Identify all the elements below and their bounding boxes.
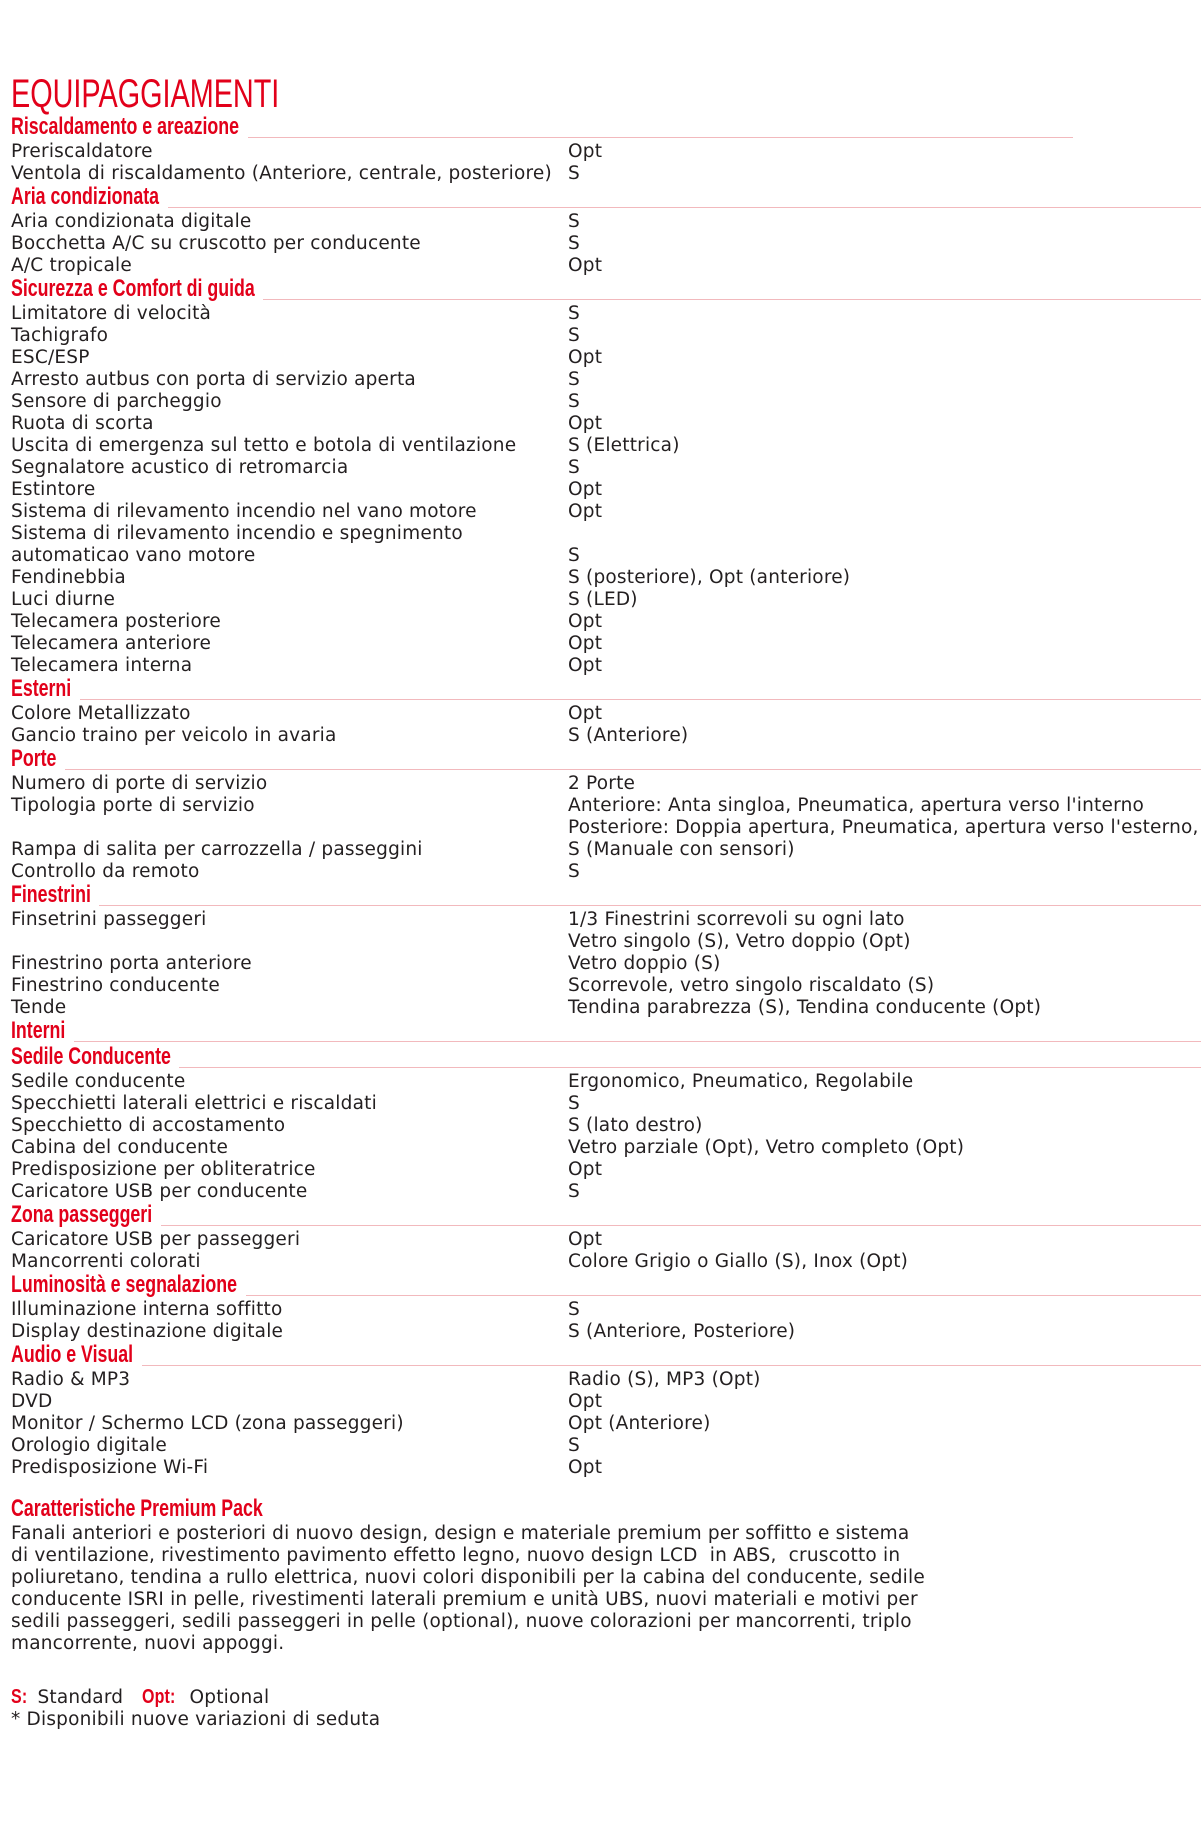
spec-label: Specchietto di accostamento <box>11 1115 286 1136</box>
legend-standard-key: S: <box>11 1686 28 1708</box>
section-title: Sedile Conducente <box>11 1043 171 1070</box>
spec-value: S <box>568 369 580 390</box>
legend <box>11 1686 1201 1731</box>
spec-label: Orologio digitale <box>11 1435 167 1456</box>
section-header <box>11 747 1201 773</box>
spec-label: Display destinazione digitale <box>11 1321 284 1342</box>
spec-row <box>11 1251 1201 1273</box>
spec-label: Illuminazione interna soffitto <box>11 1299 283 1320</box>
spec-value: Opt <box>568 479 603 500</box>
spec-row <box>11 1391 1201 1413</box>
spec-row <box>11 795 1201 839</box>
spec-row <box>11 457 1201 479</box>
section-header <box>11 1045 1201 1071</box>
spec-value: Opt <box>568 1391 603 1412</box>
section-divider <box>65 769 1201 770</box>
spec-row <box>11 479 1201 501</box>
legend-note: * Disponibili nuove variazioni di seduta <box>11 1709 381 1730</box>
spec-row <box>11 1299 1201 1321</box>
spec-row <box>11 909 1201 953</box>
section-title: Sicurezza e Comfort di guida <box>11 275 255 302</box>
spec-label: Monitor / Schermo LCD (zona passeggeri) <box>11 1413 404 1434</box>
spec-value: Vetro doppio (S) <box>568 953 721 974</box>
spec-row <box>11 1115 1201 1137</box>
page-title: EQUIPAGGIAMENTI <box>11 72 280 116</box>
spec-label: Gancio traino per veicolo in avaria <box>11 725 337 746</box>
premium-pack-title: Caratteristiche Premium Pack <box>11 1495 263 1522</box>
spec-label: Estintore <box>11 479 96 500</box>
spec-value: S (Elettrica) <box>568 435 680 456</box>
spec-row <box>11 633 1201 655</box>
spec-label: Telecamera interna <box>11 655 193 676</box>
equipment-sections <box>11 115 1201 1479</box>
spec-value: S (Anteriore) <box>568 725 689 746</box>
section-header <box>11 1019 1201 1045</box>
spec-value: Opt <box>568 611 603 632</box>
spec-row <box>11 839 1201 861</box>
section-divider <box>74 1041 1201 1042</box>
spec-label: Caricatore USB per passeggeri <box>11 1229 301 1250</box>
spec-row <box>11 211 1201 233</box>
spec-value: Opt <box>568 347 603 368</box>
spec-row <box>11 1457 1201 1479</box>
spec-label: Preriscaldatore <box>11 141 153 162</box>
spec-value: S <box>568 303 580 324</box>
section-divider <box>99 905 1201 906</box>
spec-label: Cabina del conducente <box>11 1137 229 1158</box>
spec-row <box>11 953 1201 975</box>
spec-label: Sistema di rilevamento incendio nel vano motore <box>11 501 477 522</box>
spec-row <box>11 567 1201 589</box>
spec-value: Opt (Anteriore) <box>568 1413 711 1434</box>
section-title: Esterni <box>11 675 72 702</box>
spec-label: DVD <box>11 1391 53 1412</box>
spec-row <box>11 975 1201 997</box>
spec-value: Opt <box>568 141 603 162</box>
spec-label: Radio & MP3 <box>11 1369 131 1390</box>
spec-label: Telecamera anteriore <box>11 633 212 654</box>
equipment-page <box>11 73 1201 1731</box>
spec-value: S <box>568 1435 580 1456</box>
spec-row <box>11 725 1201 747</box>
spec-value: S (Anteriore, Posteriore) <box>568 1321 796 1342</box>
spec-value: S <box>568 1299 580 1320</box>
spec-row <box>11 233 1201 255</box>
spec-value: S (lato destro) <box>568 1115 703 1136</box>
section-divider <box>179 1067 1201 1068</box>
spec-value: Tendina parabrezza (S), Tendina conducente (Opt) <box>568 997 1042 1018</box>
spec-value: S <box>568 861 580 882</box>
section-divider <box>80 699 1201 700</box>
spec-row <box>11 501 1201 523</box>
legend-line <box>11 1686 1201 1709</box>
spec-value: Opt <box>568 633 603 654</box>
section-title: Finestrini <box>11 881 91 908</box>
spec-label: Tipologia porte di servizio <box>11 795 255 816</box>
spec-label: Arresto autbus con porta di servizio aperta <box>11 369 416 390</box>
spec-row <box>11 1159 1201 1181</box>
spec-value: Opt <box>568 1457 603 1478</box>
section-divider <box>161 1225 1201 1226</box>
spec-label: Sedile conducente <box>11 1071 186 1092</box>
spec-value: S <box>568 545 580 566</box>
spec-label: Predisposizione Wi-Fi <box>11 1457 209 1478</box>
spec-value: S (Manuale con sensori) <box>568 839 795 860</box>
spec-value: S <box>568 1093 580 1114</box>
section-header <box>11 1203 1201 1229</box>
spec-row <box>11 1093 1201 1115</box>
spec-label: Caricatore USB per conducente <box>11 1181 308 1202</box>
spec-value: S (posteriore), Opt (anteriore) <box>568 567 851 588</box>
section-title: Zona passeggeri <box>11 1201 153 1228</box>
spec-label: Bocchetta A/C su cruscotto per conducente <box>11 233 421 254</box>
spec-label: Tachigrafo <box>11 325 109 346</box>
spec-label: Controllo da remoto <box>11 861 200 882</box>
spec-row <box>11 255 1201 277</box>
section-header <box>11 883 1201 909</box>
spec-label: Specchietti laterali elettrici e riscaldati <box>11 1093 377 1114</box>
section-header <box>11 1343 1201 1369</box>
spec-label: Finestrino conducente <box>11 975 220 996</box>
spec-row <box>11 1435 1201 1457</box>
section-title: Interni <box>11 1017 66 1044</box>
spec-row <box>11 325 1201 347</box>
section-title: Porte <box>11 745 57 772</box>
spec-value: 2 Porte <box>568 773 636 794</box>
section-header <box>11 677 1201 703</box>
spec-value: Opt <box>568 1159 603 1180</box>
premium-pack-text: Fanali anteriori e posteriori di nuovo design, design e materiale premium per soffitto e sistema di ventilazione, rivestimento pavimento effetto legno, nuovo design LCD in ABS, cruscotto in poliuretano, tendina a rullo elettrica, nuovi colori disponibili per la cabina del conducente, sedile conducente ISRI in pelle, rivestimenti laterali premium e unità UBS, nuovi materiali e motivi per sedili passeggeri, sedili passeggeri in pelle (optional), nuove colorazioni per mancorrenti, triplo mancorrente, nuovi appoggi. <box>11 1523 925 1654</box>
spec-value: Ergonomico, Pneumatico, Regolabile <box>568 1071 914 1092</box>
spec-row <box>11 773 1201 795</box>
spec-label: Segnalatore acustico di retromarcia <box>11 457 349 478</box>
spec-value: S (LED) <box>568 589 638 610</box>
spec-row <box>11 163 1201 185</box>
section-divider <box>168 207 1201 208</box>
section-header <box>11 115 1201 141</box>
legend-optional-text: Optional <box>183 1687 270 1708</box>
spec-row <box>11 1321 1201 1343</box>
legend-standard-text: Standard <box>31 1687 124 1708</box>
legend-optional-key: Opt: <box>141 1686 176 1708</box>
section-divider <box>248 137 1073 138</box>
spec-row <box>11 1181 1201 1203</box>
spec-label: Mancorrenti colorati <box>11 1251 201 1272</box>
spec-value: Colore Grigio o Giallo (S), Inox (Opt) <box>568 1251 909 1272</box>
spec-value: Opt <box>568 255 603 276</box>
spec-row <box>11 1413 1201 1435</box>
spec-label: Aria condizionata digitale <box>11 211 252 232</box>
spec-row <box>11 347 1201 369</box>
spec-row <box>11 303 1201 325</box>
spec-row <box>11 1137 1201 1159</box>
spec-label: A/C tropicale <box>11 255 132 276</box>
spec-value: S <box>568 163 580 184</box>
section-title: Audio e Visual <box>11 1341 134 1368</box>
spec-value: Opt <box>568 703 603 724</box>
spec-value: Opt <box>568 413 603 434</box>
section-divider <box>263 299 1201 300</box>
spec-row <box>11 369 1201 391</box>
spec-value: Radio (S), MP3 (Opt) <box>568 1369 761 1390</box>
premium-pack <box>11 1495 1201 1655</box>
spec-row <box>11 655 1201 677</box>
spec-value: Vetro parziale (Opt), Vetro completo (Opt) <box>568 1137 965 1158</box>
spec-row <box>11 523 1201 567</box>
spec-value: S <box>568 457 580 478</box>
spec-value: S <box>568 1181 580 1202</box>
section-divider <box>142 1365 1201 1366</box>
spec-row <box>11 611 1201 633</box>
spec-row <box>11 997 1201 1019</box>
spec-value: S <box>568 391 580 412</box>
spec-row <box>11 413 1201 435</box>
spec-label: Luci diurne <box>11 589 116 610</box>
spec-label: Colore Metallizzato <box>11 703 191 724</box>
spec-value: Opt <box>568 655 603 676</box>
spec-value: Opt <box>568 1229 603 1250</box>
spec-label: Sensore di parcheggio <box>11 391 222 412</box>
section-divider <box>246 1295 1201 1296</box>
spec-row <box>11 141 1201 163</box>
spec-label: Predisposizione per obliteratrice <box>11 1159 316 1180</box>
section-title: Riscaldamento e areazione <box>11 113 240 140</box>
spec-label: Tende <box>11 997 67 1018</box>
spec-row <box>11 1229 1201 1251</box>
spec-label: Finsetrini passeggeri <box>11 909 207 930</box>
spec-label: Numero di porte di servizio <box>11 773 268 794</box>
spec-row <box>11 861 1201 883</box>
section-title: Aria condizionata <box>11 183 160 210</box>
spec-label: Rampa di salita per carrozzella / passeggini <box>11 839 423 860</box>
spec-label: Finestrino porta anteriore <box>11 953 252 974</box>
spec-row <box>11 1071 1201 1093</box>
section-title: Luminosità e segnalazione <box>11 1271 238 1298</box>
spec-value: Anteriore: Anta singloa, Pneumatica, apertura verso l'interno Posteriore: Doppia apertura, Pneumatica, apertura verso l'esterno, <box>568 795 1199 838</box>
section-header <box>11 277 1201 303</box>
spec-value: S <box>568 211 580 232</box>
spec-row <box>11 391 1201 413</box>
spec-row <box>11 1369 1201 1391</box>
spec-label: Ventola di riscaldamento (Anteriore, centrale, posteriore) <box>11 163 552 184</box>
section-header <box>11 1273 1201 1299</box>
spec-value: Opt <box>568 501 603 522</box>
spec-label: ESC/ESP <box>11 347 90 368</box>
spec-label: Fendinebbia <box>11 567 126 588</box>
spec-label: Sistema di rilevamento incendio e spegnimento automaticao vano motore <box>11 523 463 566</box>
spec-label: Limitatore di velocità <box>11 303 212 324</box>
spec-value: S <box>568 233 580 254</box>
spec-value: 1/3 Finestrini scorrevoli su ogni lato Vetro singolo (S), Vetro doppio (Opt) <box>568 909 911 952</box>
section-header <box>11 185 1201 211</box>
spec-label: Telecamera posteriore <box>11 611 221 632</box>
spec-value: Scorrevole, vetro singolo riscaldato (S) <box>568 975 935 996</box>
spec-label: Ruota di scorta <box>11 413 154 434</box>
spec-value: S <box>568 325 580 346</box>
spec-row <box>11 435 1201 457</box>
spec-label: Uscita di emergenza sul tetto e botola di ventilazione <box>11 435 517 456</box>
spec-row <box>11 703 1201 725</box>
spec-row <box>11 589 1201 611</box>
